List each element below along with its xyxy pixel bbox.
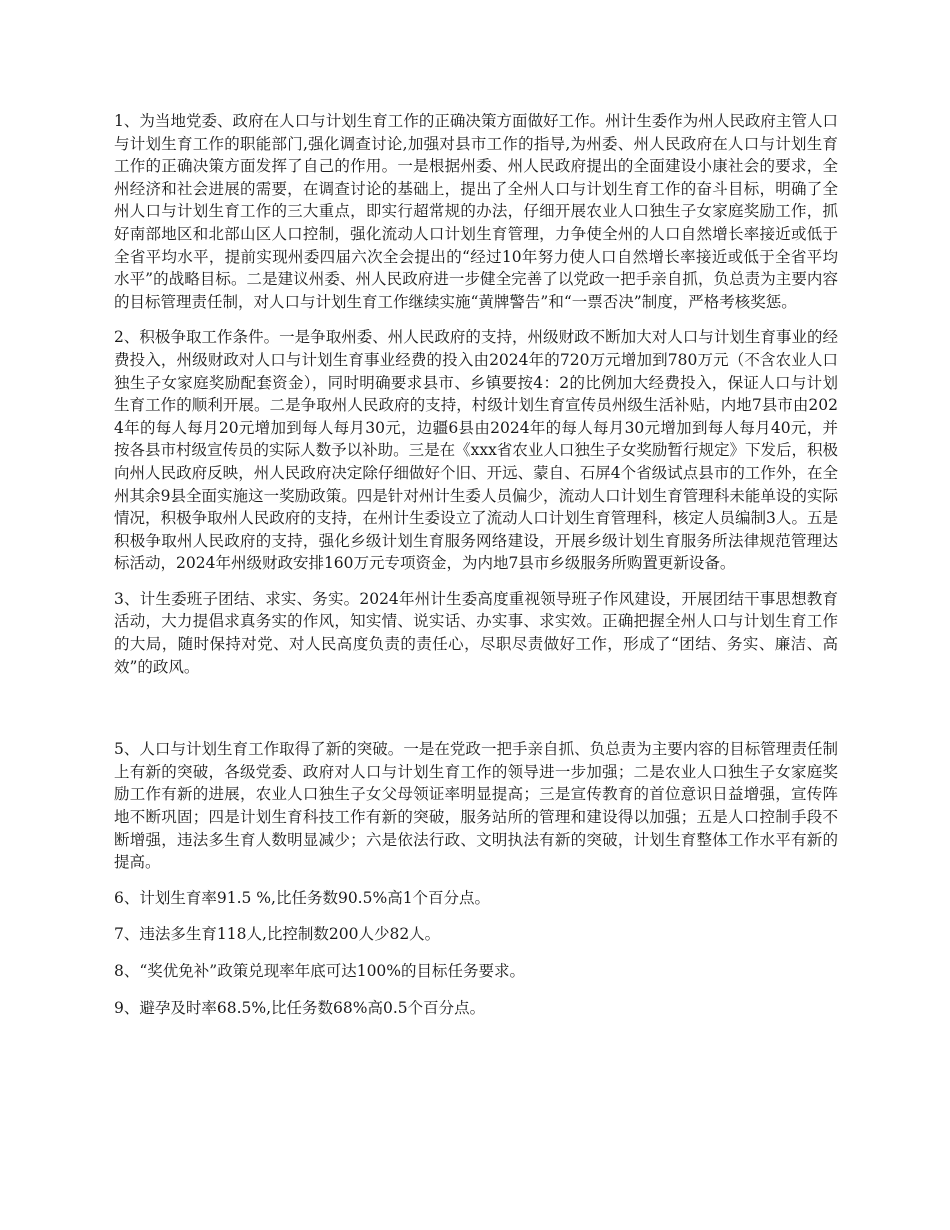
- paragraph-6: 6、计划生育率91.5 %,比任务数90.5%高1个百分点。: [114, 888, 491, 907]
- paragraph-5: 5、人口与计划生育工作取得了新的突破。一是在党政一把手亲自抓、负总责为主要内容的目标管理责任制上有新的突破，各级党委、政府对人口与计划生育工作的领导进一步加强；二是农业人口独生子女家庭奖励工作有新的进展，农业人口独生子女父母领证率明显提高；三是宣传教育的首位意识日益增强，宣传阵地不断巩固；四是计划生育科技工作有新的突破，服务站所的管理和建设得以加强；五是人口控制手段不断增强，违法多生育人数明显减少；六是依法行政、文明执法有新的突破，计划生育整体工作水平有新的提高。: [114, 740, 838, 872]
- paragraph-3: 3、计生委班子团结、求实、务实。2024年州计生委高度重视领导班子作风建设，开展团结干事思想教育活动，大力提倡求真务实的作风，知实情、说实话、办实事、求实效。正确把握全州人口与计划生育工作的大局，随时保持对党、对人民高度负责的责任心，尽职尽责做好工作，形成了“团结、务实、廉洁、高效”的政风。: [114, 589, 838, 676]
- paragraph-2: 2、积极争取工作条件。一是争取州委、州人民政府的支持，州级财政不断加大对人口与计划生育事业的经费投入，州级财政对人口与计划生育事业经费的投入由2024年的720万元增加到780万元（不含农业人口独生子女家庭奖励配套资金），同时明确要求县市、乡镇要按4：2的比例加大经费投入，保证人口与计划生育工作的顺利开展。二是争取州人民政府的支持，村级计划生育宣传员州级生活补贴，内地7县市由2024年的每人每月20元增加到每人每月30元，边疆6县由2024年的每人每月30元增加到每人每月40元，并按各县市村级宣传员的实际人数予以补助。三是在《xxx省农业人口独生子女奖励暂行规定》下发后，积极向州人民政府反映，州人民政府决定除仔细做好个旧、开远、蒙自、石屏4个省级试点县市的工作外，在全州其余9县全面实施这一奖励政策。四是针对州计生委人员偏少，流动人口计划生育管理科未能单设的实际情况，积极争取州人民政府的支持，在州计生委设立了流动人口计划生育管理科，核定人员编制3人。五是积极争取州人民政府的支持，强化乡级计划生育服务网络建设，开展乡级计划生育服务所法律规范管理达标活动，2024年州级财政安排160万元专项资金，为内地7县市乡级服务所购置更新设备。: [114, 328, 838, 573]
- paragraph-8: 8、“奖优免补”政策兑现率年底可达100%的目标任务要求。: [114, 962, 526, 980]
- paragraph-7: 7、违法多生育118人,比控制数200人少82人。: [114, 925, 441, 944]
- document-body: [114, 110, 838, 1033]
- paragraph-9: 9、避孕及时率68.5%,比任务数68%高0.5个百分点。: [114, 998, 486, 1017]
- paragraph-1: 1、为当地党委、政府在人口与计划生育工作的正确决策方面做好工作。州计生委作为州人民政府主管人口与计划生育工作的职能部门,强化调查讨论,加强对县市工作的指导,为州委、州人民政府在人口与计划生育工作的正确决策方面发挥了自己的作用。一是根据州委、州人民政府提出的全面建设小康社会的要求，全州经济和社会进展的需要，在调查讨论的基础上，提出了全州人口与计划生育工作的奋斗目标，明确了全州人口与计划生育工作的三大重点，即实行超常规的办法，仔细开展农业人口独生子女家庭奖励工作，抓好南部地区和北部山区人口控制，强化流动人口计划生育管理，力争使全州的人口自然增长率接近或低于全省平均水平，提前实现州委四届六次全会提出的“经过10年努力使人口自然增长率接近或低于全省平均水平”的战略目标。二是建议州委、州人民政府进一步健全完善了以党政一把手亲自抓，负总责为主要内容的目标管理责任制，对人口与计划生育工作继续实施“黄牌警告”和“一票否决”制度，严格考核奖惩。: [114, 112, 838, 311]
- paragraph-gap: [114, 691, 838, 738]
